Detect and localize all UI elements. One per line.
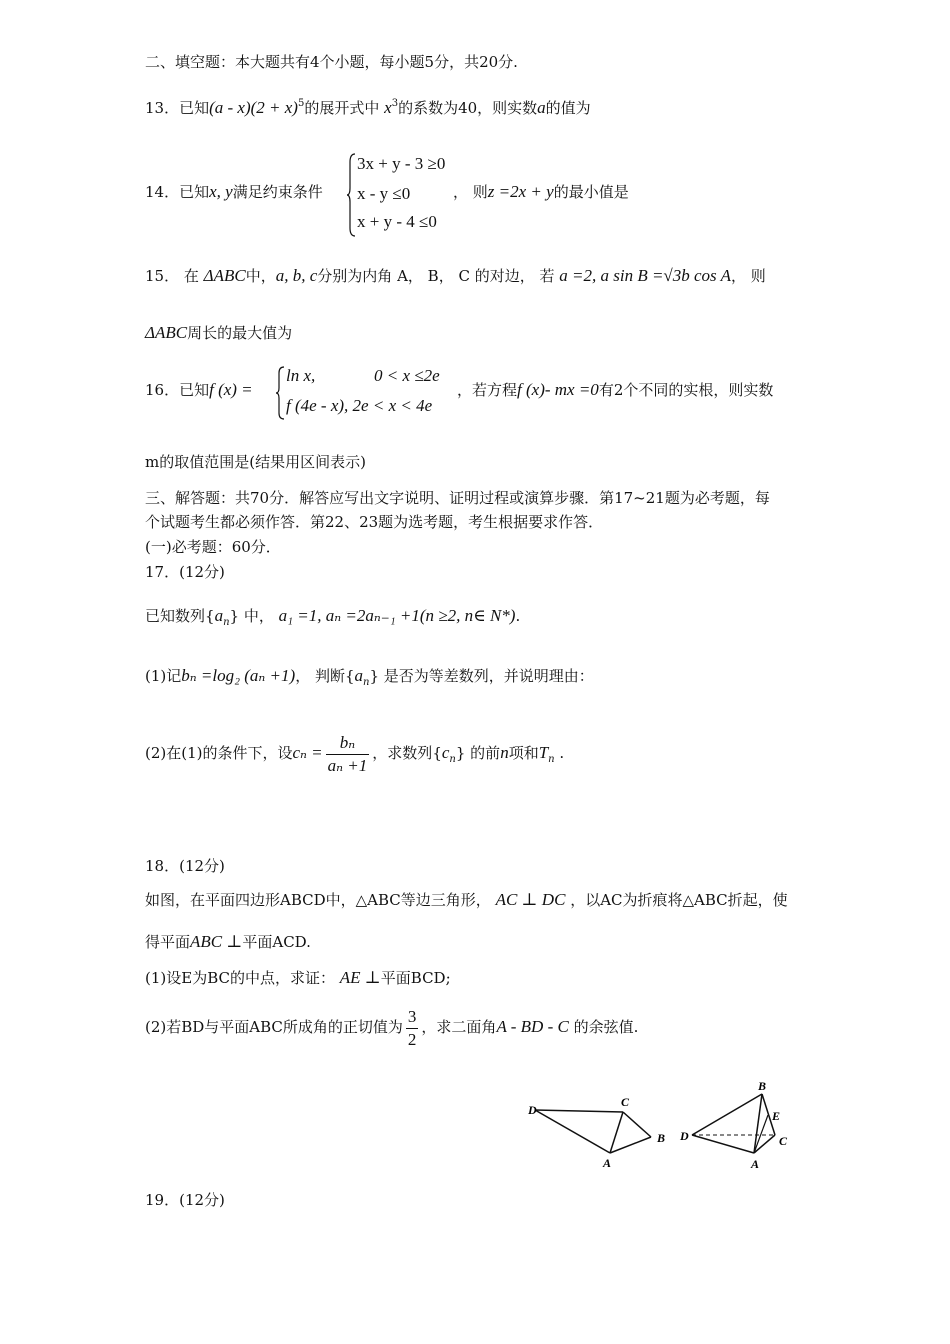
section-answer-title: 三、解答题：共70分．解答应写出文字说明、证明过程或演算步骤．第17~21题为必考题，每 bbox=[145, 489, 770, 507]
label-E: E bbox=[772, 1109, 781, 1123]
question-15: 15． 在 ΔABC中，a, b, c分别为内角 A， B， C 的对边， 若 a =2, a sin B =√3b cos A， 则 bbox=[145, 266, 766, 285]
question-16-line2: m的取值范围是(结果用区间表示) bbox=[145, 453, 366, 471]
question-16-equation: ，若方程f (x)- mx =0有2个不同的实根，则实数 bbox=[457, 380, 774, 399]
question-18-part2: (2)若BD与平面ABC所成角的正切值为 $\frac{3}{2}$ ，求二面角A - BD - C 的余弦值. bbox=[145, 1006, 639, 1049]
fraction: $\frac{3}{2}$ bbox=[407, 1006, 417, 1049]
section-fill-blank-title: 二、填空题：本大题共有4个小题，每小题5分，共20分. bbox=[145, 53, 518, 71]
question-18-head: 18．(12分) bbox=[145, 857, 225, 875]
q14-constraint-system: 3x + y - 3 ≥0 x - y ≤0 x + y - 4 ≤0 bbox=[347, 152, 467, 238]
question-17-part2: (2)在(1)的条件下，设cₙ = $\frac{\text{bₙ}}{\text{aₙ +1}}$ ，求数列$\{c_n\}$ 的前n项和$T_n$ . bbox=[145, 732, 565, 775]
fraction: $\frac{\text{bₙ}}{\text{aₙ +1}}$ bbox=[327, 732, 368, 775]
section-required-title: (一)必考题：60分． bbox=[145, 538, 281, 556]
question-17-stem: 已知数列$\{a_n\}$ 中， a₁ =1, aₙ =2aₙ₋₁ +1(n ≥2, n∈ N*). bbox=[145, 606, 521, 628]
question-13: 13．已知$(a - x)(2 + x)^5$的展开式中 $x^3$的系数为40，则实数a的值为 bbox=[145, 98, 591, 117]
label-D: D bbox=[680, 1129, 689, 1143]
section-answer-note: 个试题考生都必须作答．第22、23题为选考题，考生根据要求作答． bbox=[145, 513, 604, 531]
q16-piecewise-function: ln x, 0 < x ≤2e f (4e - x), 2e < x < 4e bbox=[276, 366, 466, 420]
planar-quadrilateral-figure bbox=[527, 1095, 665, 1170]
label-C: C bbox=[779, 1134, 788, 1148]
label-B: B bbox=[758, 1080, 767, 1093]
folded-tetrahedron-figure bbox=[679, 1080, 788, 1171]
question-19-head: 19．(12分) bbox=[145, 1191, 225, 1209]
question-18-stem: 如图，在平面四边形ABCD中，△ABC等边三角形， AC ⊥ DC ，以AC为折痕将△ABC折起，使 bbox=[145, 890, 788, 909]
question-18-stem-line2: 得平面ABC ⊥平面ACD. bbox=[145, 932, 311, 951]
question-17-part1: (1)记bₙ =log₂ (aₙ +1)， 判断$\{a_n\}$ 是否为等差数列，并说明理由： bbox=[145, 666, 594, 688]
label-D: D bbox=[528, 1103, 537, 1117]
label-B: B bbox=[657, 1131, 666, 1145]
label-C: C bbox=[621, 1095, 630, 1109]
geometry-figure bbox=[520, 1080, 810, 1180]
label-A: A bbox=[751, 1157, 760, 1171]
question-18-part1: (1)设E为BC的中点，求证： AE ⊥平面BCD; bbox=[145, 968, 451, 987]
left-brace-icon bbox=[347, 152, 357, 238]
q14-objective: ， 则z =2x + y的最小值是 bbox=[453, 182, 629, 201]
question-14: 14．已知x, y满足约束条件 bbox=[145, 182, 323, 201]
left-brace-icon bbox=[276, 366, 286, 420]
question-17-head: 17．(12分) bbox=[145, 563, 225, 581]
question-16: 16．已知f (x) = bbox=[145, 380, 253, 399]
question-15-line2: ΔABC周长的最大值为 bbox=[145, 323, 293, 342]
label-A: A bbox=[603, 1156, 612, 1170]
